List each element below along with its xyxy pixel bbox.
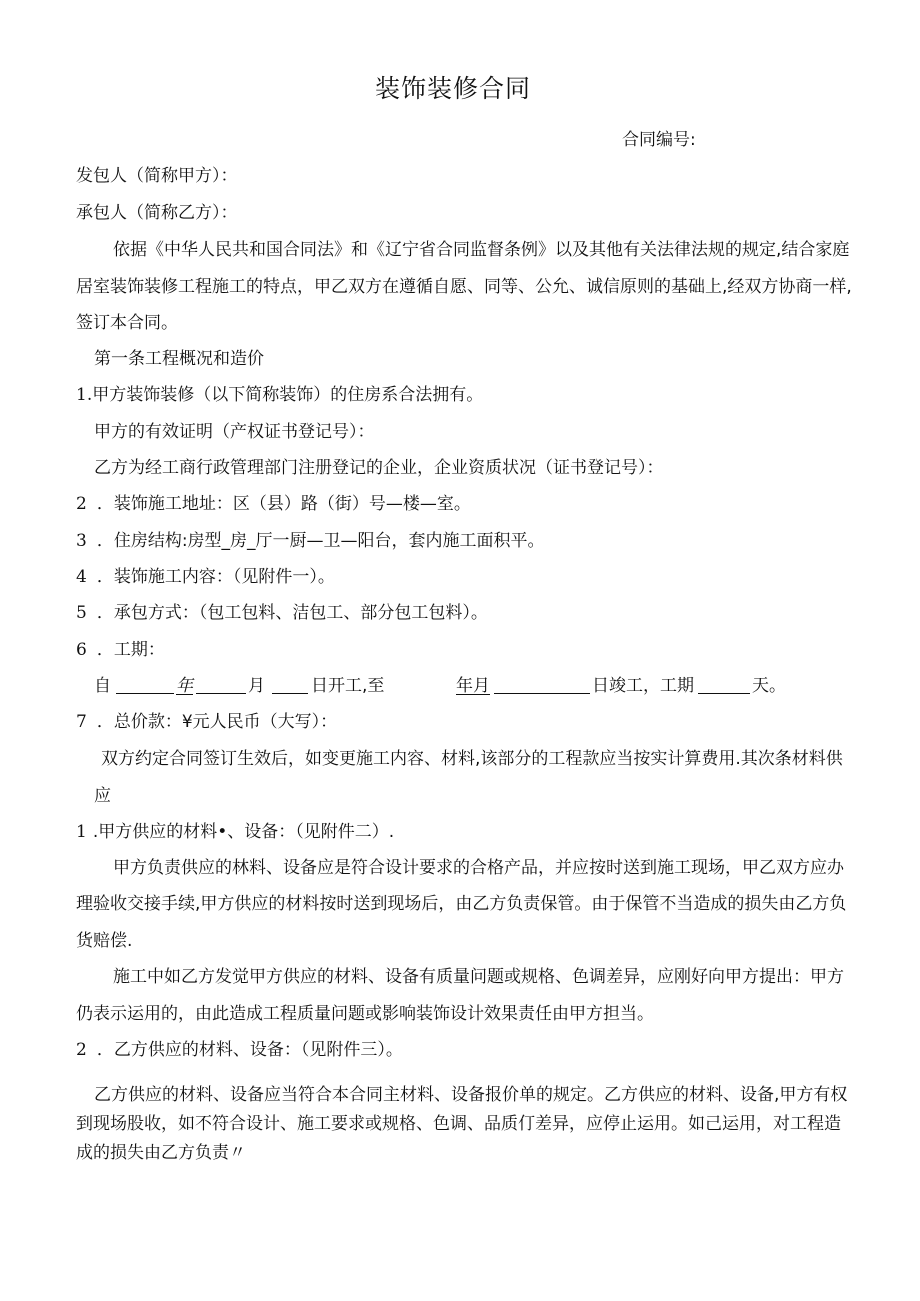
item-1	[76, 385, 483, 405]
item-number: 6	[76, 640, 87, 660]
contract-number-label: 合同编号:	[622, 130, 696, 150]
schedule-end-day: 日竣工，工期	[592, 676, 694, 696]
start-year-blank	[116, 677, 174, 694]
party-a-certificate: 甲方的有效证明（产权证书登记号）：	[94, 422, 375, 442]
start-month-blank	[196, 677, 246, 694]
intro-line-1: 依据《中华人民共和国合同法》和《辽宁省合同监督条例》以及其他有关法律法规的规定,结合家庭	[113, 240, 850, 260]
duration-blank	[698, 677, 750, 694]
schedule-end-year-month: 年月	[456, 676, 490, 696]
item-text: ．乙方供应的材料、设备：（见附件三）。	[96, 1040, 403, 1060]
party-a-label: 发包人（简称甲方）：	[76, 166, 238, 186]
item-3	[76, 531, 545, 551]
sub-item-1	[76, 822, 394, 842]
item-6	[76, 640, 165, 660]
document-title: 装饰装修合同	[375, 74, 532, 103]
party-b-qualification: 乙方为经工商行政管理部门注册登记的企业，企业资质状况（证书登记号）：	[94, 458, 664, 478]
item-text: ．工期：	[96, 640, 165, 660]
item-number: 7	[76, 712, 87, 732]
item-text: 甲方装饰装修（以下简称装饰）的住房系合法拥有。	[92, 385, 484, 405]
start-day-blank	[272, 677, 308, 694]
item-4	[76, 567, 335, 587]
schedule-month: 月	[248, 676, 265, 696]
change-para-line-1: 双方约定合同签订生效后，如变更施工内容、材料,该部分的工程款应当按实计算费用.其次条材料供	[101, 749, 843, 769]
item-text: ．总价款：¥元人民币（大写）：	[96, 712, 338, 732]
item-7	[76, 712, 337, 732]
item-2	[76, 494, 471, 514]
b-supply-line-3: 成的损失由乙方负责〃	[76, 1143, 246, 1163]
item-number: 2	[76, 1040, 87, 1060]
item-text: ．装饰施工内容：（见附件一）。	[96, 567, 335, 587]
item-text: ．住房结构:房型_房_厅一厨—卫—阳台，套内施工面积平。	[96, 531, 545, 551]
schedule-from: 自	[94, 676, 111, 696]
a-supply-line-2: 理验收交接手续,甲方供应的材料按时送到现场后，由乙方负责保管。由于保管不当造成的损失由乙方负	[76, 894, 847, 914]
item-number: 1.	[76, 385, 93, 405]
item-number: 2	[76, 494, 87, 514]
item-text: ．承包方式：（包工包料、洁包工、部分包工包料）。	[96, 603, 488, 623]
b-supply-line-2: 到现场股收，如不符合设计、施工要求或规格、色调、品质仃差异，应停止运用。如己运用，对工程造	[76, 1114, 841, 1134]
change-para-line-2: 应	[94, 786, 111, 806]
quality-line-1: 施工中如乙方发觉甲方供应的材料、设备有质量问题或规格、色调差异，应刚好向甲方提出：甲方	[113, 967, 844, 987]
party-b-label: 承包人（简称乙方）：	[76, 203, 238, 223]
b-supply-line-1: 乙方供应的材料、设备应当符合本合同主材料、设备报价单的规定。乙方供应的材料、设备,甲方有权	[94, 1085, 848, 1105]
schedule-days: 天。	[752, 676, 786, 696]
sub-item-2	[76, 1040, 403, 1060]
item-number: 1	[76, 822, 87, 842]
item-text: ．装饰施工地址：区（县）路（街）号—楼—室。	[96, 494, 471, 514]
item-5	[76, 603, 488, 623]
item-number: 4	[76, 567, 87, 587]
end-day-blank	[494, 677, 590, 694]
item-number: 3	[76, 531, 87, 551]
quality-line-2: 仍表示运用的，由此造成工程质量问题或影响装饰设计效果责任由甲方担当。	[76, 1004, 654, 1024]
schedule-start-day: 日开工,至	[311, 676, 385, 696]
a-supply-line-1: 甲方负责供应的林料、设备应是符合设计要求的合格产品，并应按时送到施工现场，甲乙双方应办	[113, 858, 844, 878]
article-1-heading: 第一条工程概况和造价	[94, 349, 264, 369]
intro-line-3: 签订本合同。	[76, 313, 178, 333]
item-number: 5	[76, 603, 87, 623]
schedule-year: 年	[176, 676, 193, 696]
item-text: .甲方供应的材料•、设备：（见附件二）.	[92, 822, 395, 842]
a-supply-line-3: 货赔偿.	[76, 931, 133, 951]
intro-line-2: 居室装饰装修工程施工的特点，甲乙双方在遵循自愿、同等、公允、诚信原则的基础上,经双方协商一样,	[76, 277, 852, 297]
